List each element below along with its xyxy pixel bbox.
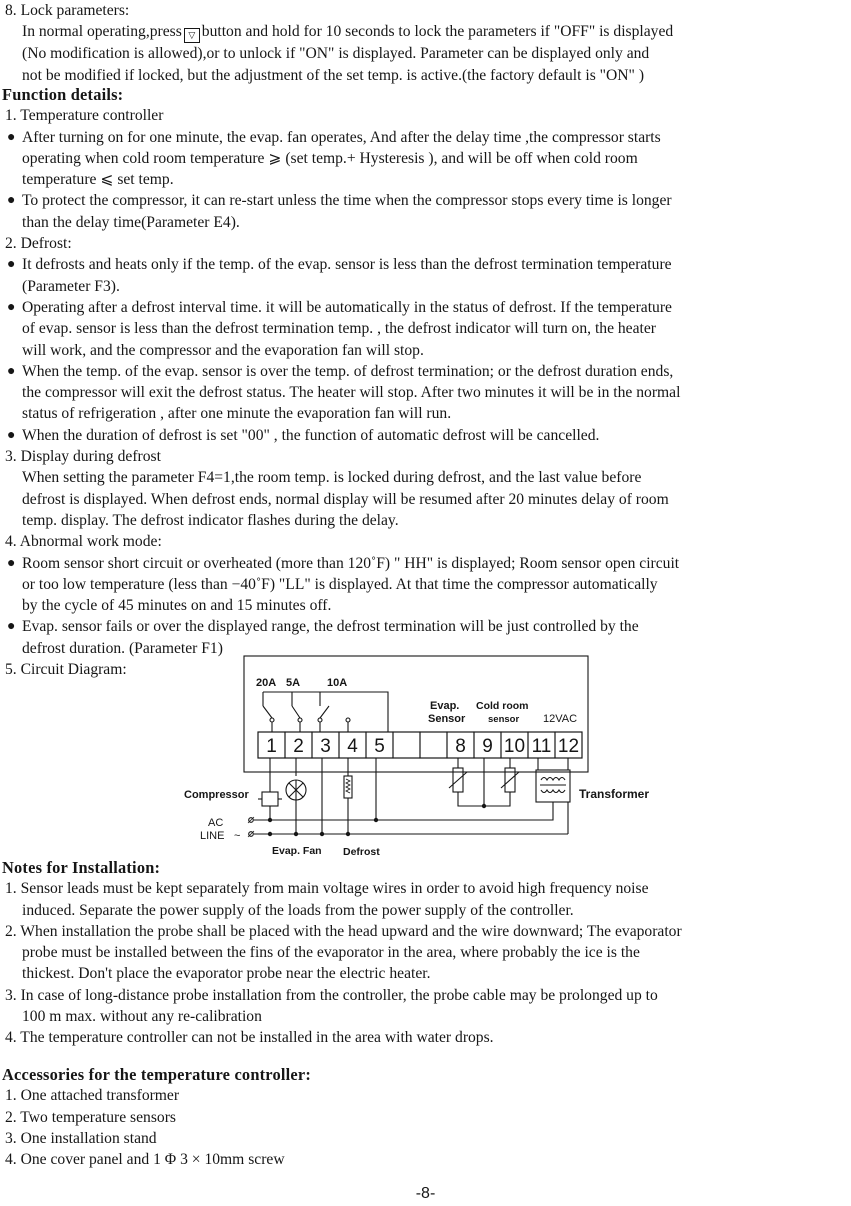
note-3-line-2: 100 m max. without any re-calibration [22, 1008, 262, 1026]
bullet-icon: ● [7, 257, 16, 273]
s1-bullet-1 [0, 127, 851, 191]
transformer-label: Transformer [579, 787, 650, 801]
ac-line-label-1: AC [208, 817, 224, 829]
note-1-line-2: induced. Separate the power supply of the loads from the power supply of the controller. [22, 901, 574, 919]
s2-title: 2. Defrost: [5, 235, 72, 253]
evap-sensor-label-2: Sensor [428, 713, 466, 725]
s4-b1-line-2: or too low temperature (less than −40˚F) "LL" is displayed. At that time the compressor automatically [22, 575, 658, 593]
down-arrow-button-icon: ▽ [184, 28, 200, 43]
relay-switch-3 [320, 706, 329, 718]
terminal-number: 8 [455, 736, 466, 757]
relay-contact-3 [318, 718, 322, 722]
s2-b3-line-1: When the temp. of the evap. sensor is over the temp. of defrost termination; or the defrost duration ends, [22, 362, 674, 380]
s2-bullet-1 [0, 254, 851, 297]
ac-tilde-icon: ~ [234, 830, 241, 842]
bullet-icon: ● [7, 427, 16, 443]
lock-title: 8. Lock parameters: [5, 2, 130, 19]
defrost-label: Defrost [343, 846, 380, 858]
s3-line-2: defrost is displayed. When defrost ends, normal display will be resumed after 20 minutes delay of room [22, 490, 669, 508]
ac-line-label-2: LINE [200, 830, 225, 842]
relay-contact-4 [346, 718, 350, 722]
circuit-diagram [0, 654, 851, 860]
s1-bullet-2 [0, 190, 851, 233]
notes-section [0, 857, 851, 1049]
s2-b3-line-2: the compressor will exit the defrost status. The heater will stop. After two minutes it will be in the normal [22, 384, 681, 402]
evap-fan-label: Evap. Fan [272, 845, 322, 857]
s1-title: 1. Temperature controller [5, 107, 164, 125]
bullet-icon: ● [7, 619, 16, 635]
accessory-1: 1. One attached transformer [5, 1087, 180, 1105]
relay-contact-1 [270, 718, 274, 722]
terminal-number: 5 [374, 736, 385, 757]
s4-title: 4. Abnormal work mode: [5, 533, 162, 551]
bullet-icon: ● [7, 129, 16, 145]
bullet-icon: ● [7, 193, 16, 209]
cold-room-label: Cold room [476, 700, 529, 712]
lock-parameters-section [0, 0, 851, 86]
s2-bullet-3 [0, 361, 851, 425]
relay-contact-2 [298, 718, 302, 722]
s2-b1-line-1: It defrosts and heats only if the temp. of the evap. sensor is less than the defrost termination temperature [22, 256, 672, 274]
s3-line-3: temp. display. The defrost indicator flashes during the delay. [22, 511, 399, 529]
s2-b3-line-3: status of refrigeration , after one minute the evaporation fan will run. [22, 405, 452, 423]
s2-b2-line-2: of evap. sensor is less than the defrost termination temp. , the defrost indicator will turn on, the heater [22, 320, 656, 338]
terminal-number: 2 [293, 736, 304, 757]
relay-label-10a: 10A [327, 677, 348, 689]
compressor-label: Compressor [184, 789, 249, 801]
s1-b1-line-2: operating when cold room temperature ⩾ (set temp.+ Hysteresis ), and will be off when cold room [22, 149, 638, 167]
transformer-coil-bottom [541, 790, 565, 793]
cold-room-sensor-label: sensor [488, 714, 520, 725]
lock-line-1b: button and hold for 10 seconds to lock the parameters if "OFF" is displayed [201, 23, 674, 41]
terminal-number: 4 [347, 736, 358, 757]
note-3-line-1: 3. In case of long-distance probe installation from the controller, the probe cable may be prolonged up to [5, 986, 658, 1004]
terminal-number: 12 [557, 736, 580, 757]
bullet-icon: ● [7, 363, 16, 379]
notes-heading: Notes for Installation: [2, 858, 161, 877]
s1-b1-line-1: After turning on for one minute, the evap. fan operates, And after the delay time ,the compressor starts [22, 128, 661, 146]
page-number: -8- [415, 1185, 436, 1202]
terminal-number: 1 [266, 736, 277, 757]
terminal-cells [258, 732, 582, 758]
transformer-coil-top [541, 778, 565, 781]
relay-label-20a: 20A [256, 677, 277, 689]
terminal-number: 3 [320, 736, 331, 757]
accessory-4: 4. One cover panel and 1 Φ 3 × 10mm screw [5, 1151, 285, 1169]
s3-line-1: When setting the parameter F4=1,the room temp. is locked during defrost, and the last value before [22, 469, 642, 487]
note-2-line-2: probe must be installed between the fins of the evaporator in the area, where probably the ice is the [22, 944, 640, 962]
terminal-cell [393, 732, 420, 758]
s5-title: 5. Circuit Diagram: [5, 661, 127, 679]
terminal-number: 11 [531, 736, 552, 757]
note-2-line-3: thickest. Don't place the evaporator probe near the electric heater. [22, 965, 431, 983]
s4-b1-line-3: by the cycle of 45 minutes on and 15 minutes off. [22, 597, 332, 615]
relay-switch-1 [263, 706, 272, 718]
s2-b4-line-1: When the duration of defrost is set "00" , the function of automatic defrost will be cancelled. [22, 426, 600, 444]
s1-b2-line-2: than the delay time(Parameter E4). [22, 213, 240, 231]
function-details-section [0, 84, 851, 680]
s1-b1-line-3: temperature ⩽ set temp. [22, 171, 174, 189]
s4-b2-line-2: defrost duration. (Parameter F1) [22, 639, 223, 657]
s2-bullet-4 [0, 425, 851, 446]
s2-b2-line-3: will work, and the compressor and the evaporation fan will stop. [22, 341, 424, 359]
relay-switch-2 [292, 706, 300, 718]
accessories-heading: Accessories for the temperature controller: [2, 1065, 311, 1084]
compressor-symbol [262, 792, 278, 806]
s2-b1-line-2: (Parameter F3). [22, 277, 120, 295]
s3-title: 3. Display during defrost [5, 448, 161, 466]
circuit-diagram-svg [0, 654, 851, 860]
bullet-icon: ● [7, 299, 16, 315]
lock-line-3: not be modified if locked, but the adjustment of the set temp. is active.(the factory default is "ON" ) [22, 66, 645, 84]
terminal-number: 9 [482, 736, 493, 757]
s4-b2-line-1: Evap. sensor fails or over the displayed range, the defrost termination will be just controlled by the [22, 618, 639, 636]
lock-line-1a: In normal operating,press [22, 23, 182, 41]
accessory-3: 3. One installation stand [5, 1129, 157, 1147]
evap-sensor-label: Evap. [430, 700, 460, 712]
s2-b2-line-1: Operating after a defrost interval time. it will be automatically in the status of defrost. If the temperature [22, 298, 672, 316]
accessory-2: 2. Two temperature sensors [5, 1108, 176, 1126]
note-4-line-1: 4. The temperature controller can not be installed in the area with water drops. [5, 1029, 494, 1047]
s2-bullet-2 [0, 297, 851, 361]
s4-bullet-2 [0, 616, 851, 659]
function-heading: Function details: [2, 85, 124, 104]
s1-b2-line-1: To protect the compressor, it can re-start unless the time when the compressor stops every time is longer [22, 192, 672, 210]
note-2-line-1: 2. When installation the probe shall be placed with the head upward and the wire downward; The evaporator [5, 922, 682, 940]
transformer-symbol [536, 770, 570, 802]
s4-b1-line-1: Room sensor short circuit or overheated (more than 120˚F) " HH" is displayed; Room sensor open circuit [22, 554, 680, 572]
terminal-number: 10 [503, 736, 526, 757]
bullet-icon: ● [7, 555, 16, 571]
voltage-label: 12VAC [543, 713, 578, 725]
lock-line-1 [0, 21, 851, 43]
note-1-line-1: 1. Sensor leads must be kept separately from main voltage wires in order to avoid high frequency noise [5, 880, 649, 898]
terminal-cell [420, 732, 447, 758]
relay-label-5a: 5A [286, 677, 301, 689]
lock-line-2: (No modification is allowed),or to unlock if "ON" is displayed. Parameter can be displayed only and [22, 45, 650, 63]
s4-bullet-1 [0, 553, 851, 617]
relay-bracket [263, 692, 388, 732]
accessories-section [0, 1064, 851, 1170]
